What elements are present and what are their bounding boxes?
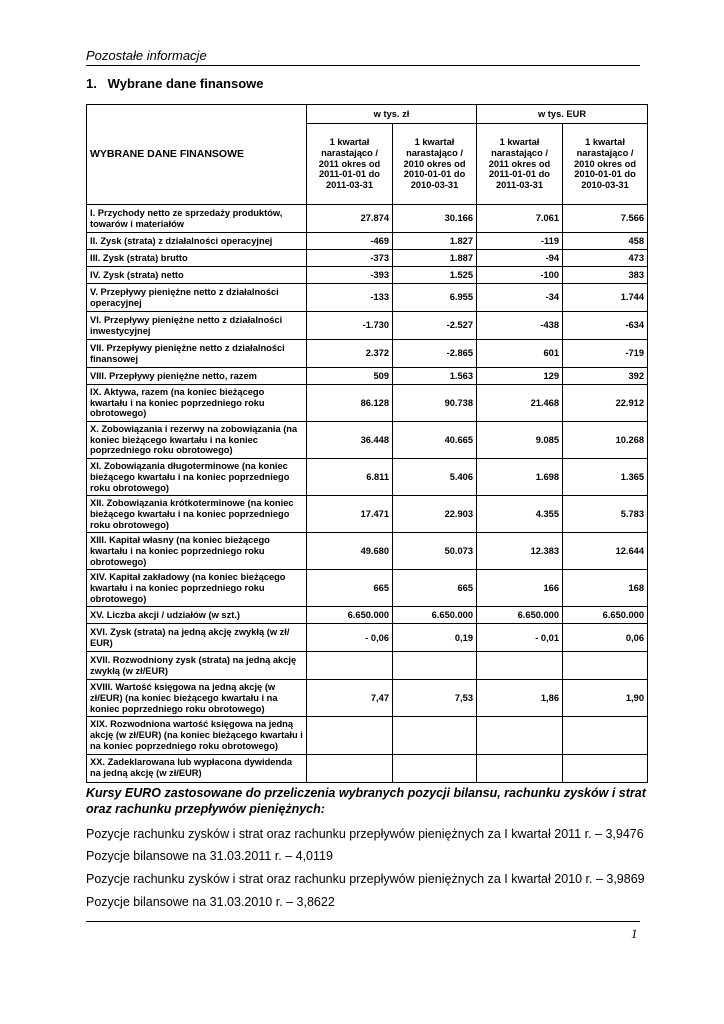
period-header: 1 kwartał narastająco / 2011 okres od 2011-01-01 do 2011-03-31 bbox=[477, 124, 563, 205]
notes-lead: Kursy EURO zastosowane do przeliczenia wybranych pozycji bilansu, rachunku zysków i strat oraz rachunku przepływów pieniężnych: bbox=[86, 786, 646, 817]
row-value bbox=[477, 652, 563, 680]
table-row bbox=[87, 570, 648, 607]
financial-data-table bbox=[86, 104, 648, 783]
table-row bbox=[87, 340, 648, 368]
row-value: 129 bbox=[477, 368, 563, 385]
row-value: 86.128 bbox=[307, 385, 393, 422]
row-value: -438 bbox=[477, 312, 563, 340]
table-row bbox=[87, 680, 648, 717]
row-value: 6.650.000 bbox=[477, 607, 563, 624]
row-value: 601 bbox=[477, 340, 563, 368]
table-row bbox=[87, 754, 648, 782]
row-value: 1.744 bbox=[563, 284, 648, 312]
row-value: -94 bbox=[477, 250, 563, 267]
row-value: 0,06 bbox=[563, 624, 648, 652]
running-header: Pozostałe informacje bbox=[86, 48, 207, 63]
row-label: I. Przychody netto ze sprzedaży produktów, towarów i materiałów bbox=[87, 205, 307, 233]
row-value: 27.874 bbox=[307, 205, 393, 233]
row-value bbox=[563, 652, 648, 680]
row-value: 6.811 bbox=[307, 459, 393, 496]
table-row bbox=[87, 459, 648, 496]
row-value: 5.783 bbox=[563, 496, 648, 533]
table-row bbox=[87, 607, 648, 624]
note-line: Pozycje bilansowe na 31.03.2010 r. – 3,8622 bbox=[86, 895, 335, 910]
currency-header-eur: w tys. EUR bbox=[477, 105, 648, 124]
row-label: XX. Zadeklarowana lub wypłacona dywidenda na jedną akcję (w zł/EUR) bbox=[87, 754, 307, 782]
row-value: 90.738 bbox=[393, 385, 477, 422]
row-value: 0,19 bbox=[393, 624, 477, 652]
row-label: XVIII. Wartość księgowa na jedną akcję (w zł/EUR) (na koniec bieżącego kwartału i na koniec poprzedniego roku obrotowego) bbox=[87, 680, 307, 717]
row-value bbox=[477, 754, 563, 782]
table-body bbox=[87, 205, 648, 783]
row-value: -2.527 bbox=[393, 312, 477, 340]
row-value: 10.268 bbox=[563, 422, 648, 459]
row-value: 1.698 bbox=[477, 459, 563, 496]
row-value: 383 bbox=[563, 267, 648, 284]
row-label: XVII. Rozwodniony zysk (strata) na jedną akcję zwykłą (w zł/EUR) bbox=[87, 652, 307, 680]
row-label: III. Zysk (strata) brutto bbox=[87, 250, 307, 267]
table-row bbox=[87, 624, 648, 652]
row-value: 1.365 bbox=[563, 459, 648, 496]
row-label: XII. Zobowiązania krótkoterminowe (na koniec bieżącego kwartału i na koniec poprzedniego roku obrotowego) bbox=[87, 496, 307, 533]
row-value: 7.061 bbox=[477, 205, 563, 233]
row-value: 6.650.000 bbox=[563, 607, 648, 624]
row-label: XVI. Zysk (strata) na jedną akcję zwykłą (w zł/ EUR) bbox=[87, 624, 307, 652]
row-value: 509 bbox=[307, 368, 393, 385]
note-line: Pozycje rachunku zysków i strat oraz rachunku przepływów pieniężnych za I kwartał 2011 r. – 3,9476 bbox=[86, 826, 644, 841]
row-value: 4.355 bbox=[477, 496, 563, 533]
table-row bbox=[87, 422, 648, 459]
row-label: XI. Zobowiązania długoterminowe (na koniec bieżącego kwartału i na koniec poprzedniego roku obrotowego) bbox=[87, 459, 307, 496]
row-value: 12.383 bbox=[477, 533, 563, 570]
row-value: 2.372 bbox=[307, 340, 393, 368]
row-value bbox=[477, 717, 563, 754]
row-value: 6.650.000 bbox=[393, 607, 477, 624]
row-value: 458 bbox=[563, 233, 648, 250]
table-row bbox=[87, 284, 648, 312]
row-label: XIX. Rozwodniona wartość księgowa na jedną akcję (w zł/EUR) (na koniec bieżącego kwartału i na koniec poprzedniego roku obrotowego) bbox=[87, 717, 307, 754]
table-row bbox=[87, 652, 648, 680]
row-value: -373 bbox=[307, 250, 393, 267]
row-value: 22.912 bbox=[563, 385, 648, 422]
row-value: 1,86 bbox=[477, 680, 563, 717]
table-row bbox=[87, 267, 648, 284]
period-header: 1 kwartał narastająco / 2010 okres od 2010-01-01 do 2010-03-31 bbox=[563, 124, 648, 205]
row-value: 665 bbox=[307, 570, 393, 607]
row-value: -393 bbox=[307, 267, 393, 284]
row-value: -34 bbox=[477, 284, 563, 312]
row-value bbox=[393, 754, 477, 782]
table-row bbox=[87, 205, 648, 233]
row-value: 50.073 bbox=[393, 533, 477, 570]
row-label: V. Przepływy pieniężne netto z działalności operacyjnej bbox=[87, 284, 307, 312]
table-row bbox=[87, 250, 648, 267]
row-label: XV. Liczba akcji / udziałów (w szt.) bbox=[87, 607, 307, 624]
table-row bbox=[87, 233, 648, 250]
row-label: IV. Zysk (strata) netto bbox=[87, 267, 307, 284]
row-value: 21.468 bbox=[477, 385, 563, 422]
row-value: -133 bbox=[307, 284, 393, 312]
row-value: 1.563 bbox=[393, 368, 477, 385]
row-value: -100 bbox=[477, 267, 563, 284]
section-title: 1. Wybrane dane finansowe bbox=[86, 76, 264, 91]
row-value: -2.865 bbox=[393, 340, 477, 368]
table-row bbox=[87, 533, 648, 570]
row-value: 36.448 bbox=[307, 422, 393, 459]
row-value: 1.525 bbox=[393, 267, 477, 284]
row-value: 7,47 bbox=[307, 680, 393, 717]
row-value: 1.827 bbox=[393, 233, 477, 250]
row-value: 665 bbox=[393, 570, 477, 607]
row-value: 22.903 bbox=[393, 496, 477, 533]
row-value: 168 bbox=[563, 570, 648, 607]
row-label: XIII. Kapitał własny (na koniec bieżącego kwartału i na koniec poprzedniego roku obrotowego) bbox=[87, 533, 307, 570]
period-header: 1 kwartał narastająco / 2010 okres od 2010-01-01 do 2010-03-31 bbox=[393, 124, 477, 205]
row-value bbox=[563, 754, 648, 782]
row-value: -719 bbox=[563, 340, 648, 368]
row-label: VIII. Przepływy pieniężne netto, razem bbox=[87, 368, 307, 385]
currency-header-pln: w tys. zł bbox=[307, 105, 477, 124]
row-value: 5.406 bbox=[393, 459, 477, 496]
exchange-rate-notes bbox=[86, 785, 646, 917]
table-row bbox=[87, 368, 648, 385]
table-row bbox=[87, 496, 648, 533]
row-value: - 0,01 bbox=[477, 624, 563, 652]
period-header: 1 kwartał narastająco / 2011 okres od 2011-01-01 do 2011-03-31 bbox=[307, 124, 393, 205]
row-value bbox=[307, 717, 393, 754]
row-value: - 0,06 bbox=[307, 624, 393, 652]
row-value: -1.730 bbox=[307, 312, 393, 340]
row-value: 17.471 bbox=[307, 496, 393, 533]
page-number: 1 bbox=[631, 926, 638, 941]
note-line: Pozycje bilansowe na 31.03.2011 r. – 4,0119 bbox=[86, 849, 333, 864]
row-value: 30.166 bbox=[393, 205, 477, 233]
row-value: 1,90 bbox=[563, 680, 648, 717]
row-label: X. Zobowiązania i rezerwy na zobowiązania (na koniec bieżącego kwartału i na koniec poprzedniego roku obrotowego) bbox=[87, 422, 307, 459]
row-value: 40.665 bbox=[393, 422, 477, 459]
header-rule bbox=[86, 65, 640, 66]
table-row bbox=[87, 385, 648, 422]
row-value: 473 bbox=[563, 250, 648, 267]
table-main-header: WYBRANE DANE FINANSOWE bbox=[87, 105, 307, 205]
row-value: 6.955 bbox=[393, 284, 477, 312]
row-value: 392 bbox=[563, 368, 648, 385]
row-value: 1.887 bbox=[393, 250, 477, 267]
table-row bbox=[87, 312, 648, 340]
row-value bbox=[563, 717, 648, 754]
row-value bbox=[393, 717, 477, 754]
table-header-row bbox=[87, 105, 648, 124]
table-row bbox=[87, 717, 648, 754]
row-value: 6.650.000 bbox=[307, 607, 393, 624]
row-value bbox=[307, 652, 393, 680]
row-value: 166 bbox=[477, 570, 563, 607]
row-value: -634 bbox=[563, 312, 648, 340]
row-value: 9.085 bbox=[477, 422, 563, 459]
row-label: XIV. Kapitał zakładowy (na koniec bieżącego kwartału i na koniec poprzedniego roku obrotowego) bbox=[87, 570, 307, 607]
row-value: 12.644 bbox=[563, 533, 648, 570]
note-line: Pozycje rachunku zysków i strat oraz rachunku przepływów pieniężnych za I kwartał 2010 r. – 3,9869 bbox=[86, 872, 645, 887]
row-label: IX. Aktywa, razem (na koniec bieżącego kwartału i na koniec poprzedniego roku obrotowego) bbox=[87, 385, 307, 422]
row-value bbox=[393, 652, 477, 680]
row-label: VII. Przepływy pieniężne netto z działalności finansowej bbox=[87, 340, 307, 368]
row-value: 7.566 bbox=[563, 205, 648, 233]
row-label: VI. Przepływy pieniężne netto z działalności inwestycyjnej bbox=[87, 312, 307, 340]
row-value bbox=[307, 754, 393, 782]
row-value: 7,53 bbox=[393, 680, 477, 717]
footer-rule bbox=[86, 921, 640, 922]
row-value: -119 bbox=[477, 233, 563, 250]
row-value: -469 bbox=[307, 233, 393, 250]
row-value: 49.680 bbox=[307, 533, 393, 570]
row-label: II. Zysk (strata) z działalności operacyjnej bbox=[87, 233, 307, 250]
